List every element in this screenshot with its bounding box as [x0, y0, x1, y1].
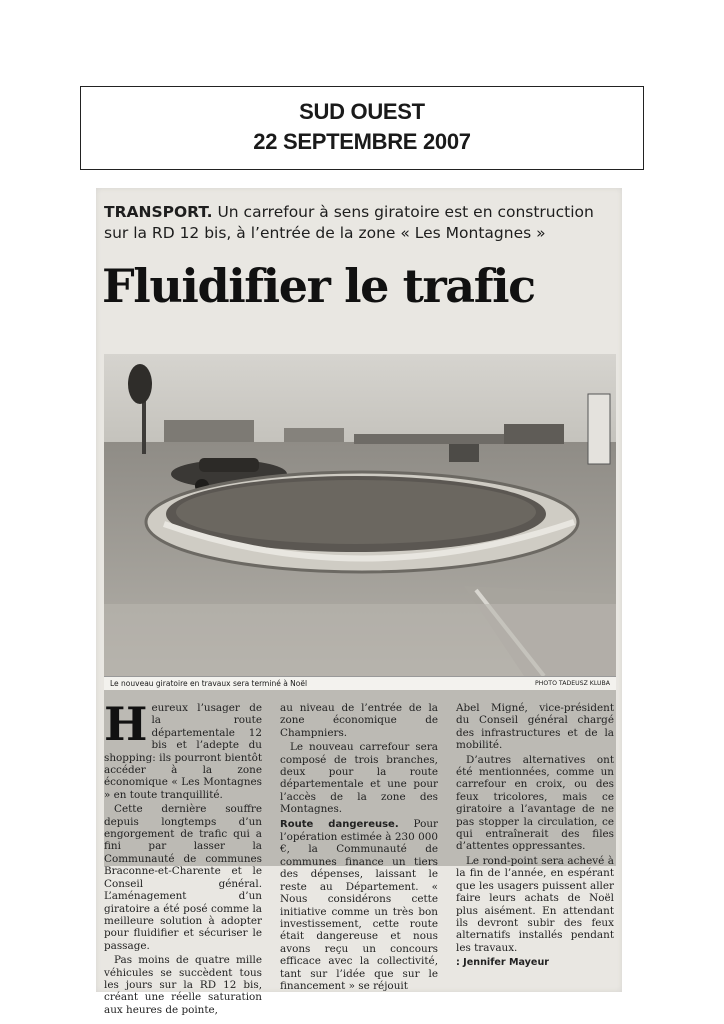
paragraph: Abel Migné, vice-président du Conseil général chargé des infrastructures et de la mobilité. — [456, 702, 614, 752]
kicker-label: TRANSPORT. — [104, 203, 213, 221]
photo-caption-bar — [104, 676, 616, 690]
paragraph: au niveau de l’entrée de la zone économique de Champniers. — [280, 702, 438, 739]
paragraph: Le nouveau carrefour sera composé de trois branches, deux pour la route départementale et une pour l’accès de la zone des Montagnes. — [280, 741, 438, 816]
kicker-text: Un carrefour à sens giratoire est en construction sur la RD 12 bis, à l’entrée de la zone « Les Montagnes » — [104, 203, 594, 242]
drop-cap: H — [104, 697, 148, 751]
article-column-1 — [104, 697, 262, 1018]
photo-credit: PHOTO TADEUSZ KLUBA — [535, 680, 610, 687]
article-headline: Fluidifier le trafic — [102, 259, 535, 313]
photo-illustration — [104, 354, 616, 676]
article-body — [104, 697, 616, 1016]
paragraph: eureux l’usager de la route départementale 12 bis et l’adepte du shopping: ils pourront bientôt accéder à la zone économique « Les Montagnes » en toute tranquillité. — [104, 702, 262, 801]
source-title: SUD OUEST — [299, 99, 425, 124]
paragraph: Pour l’opération estimée à 230 000 €, la Communauté de communes finance un tiers des dépenses, laissant le reste au Département. « Nous considérons cette initiative comme un très bon investissement, cette route était dangereuse et nous avons reçu un concours efficace avec la collectivité, tant sur l’idée que sur le financement » se réjouit — [280, 817, 438, 992]
subheading: Route dangereuse. — [280, 818, 399, 830]
newspaper-clipping — [96, 188, 622, 1016]
paragraph: Le rond-point sera achevé à la fin de l’année, en espérant que les usagers puissent aller faire leurs achats de Noël plus aisément. En attendant ils devront subir des feux alternatifs installés pendant les travaux. — [456, 854, 614, 954]
photo-caption: Le nouveau giratoire en travaux sera terminé à Noël — [110, 679, 308, 688]
article-kicker — [104, 202, 616, 244]
article-author: : Jennifer Mayeur — [456, 957, 550, 969]
paragraph: Pas moins de quatre mille véhicules se succèdent tous les jours sur la RD 12 bis, créant une réelle saturation aux heures de pointe, — [104, 954, 262, 1016]
article-column-3 — [456, 702, 614, 970]
paragraph: Cette dernière souffre depuis longtemps d’un engorgement de trafic qui a fini par lasser la Communauté de communes Braconne-et-Charente et le Conseil général. L’aménagement d’un giratoire a été posé comme la meilleure solution à adopter pour fluidifier et sécuriser le passage. — [104, 803, 262, 952]
paragraph: D’autres alternatives ont été mentionnées, comme un carrefour en croix, ou des feux tricolores, mais ce giratoire a l’avantage de ne pas stopper la circulation, ce qui entraînerait des files d’attentes oppressantes. — [456, 753, 614, 853]
clipping-header — [80, 86, 644, 170]
clipping-date: 22 SEPTEMBRE 2007 — [253, 129, 471, 154]
article-column-2 — [280, 702, 438, 994]
